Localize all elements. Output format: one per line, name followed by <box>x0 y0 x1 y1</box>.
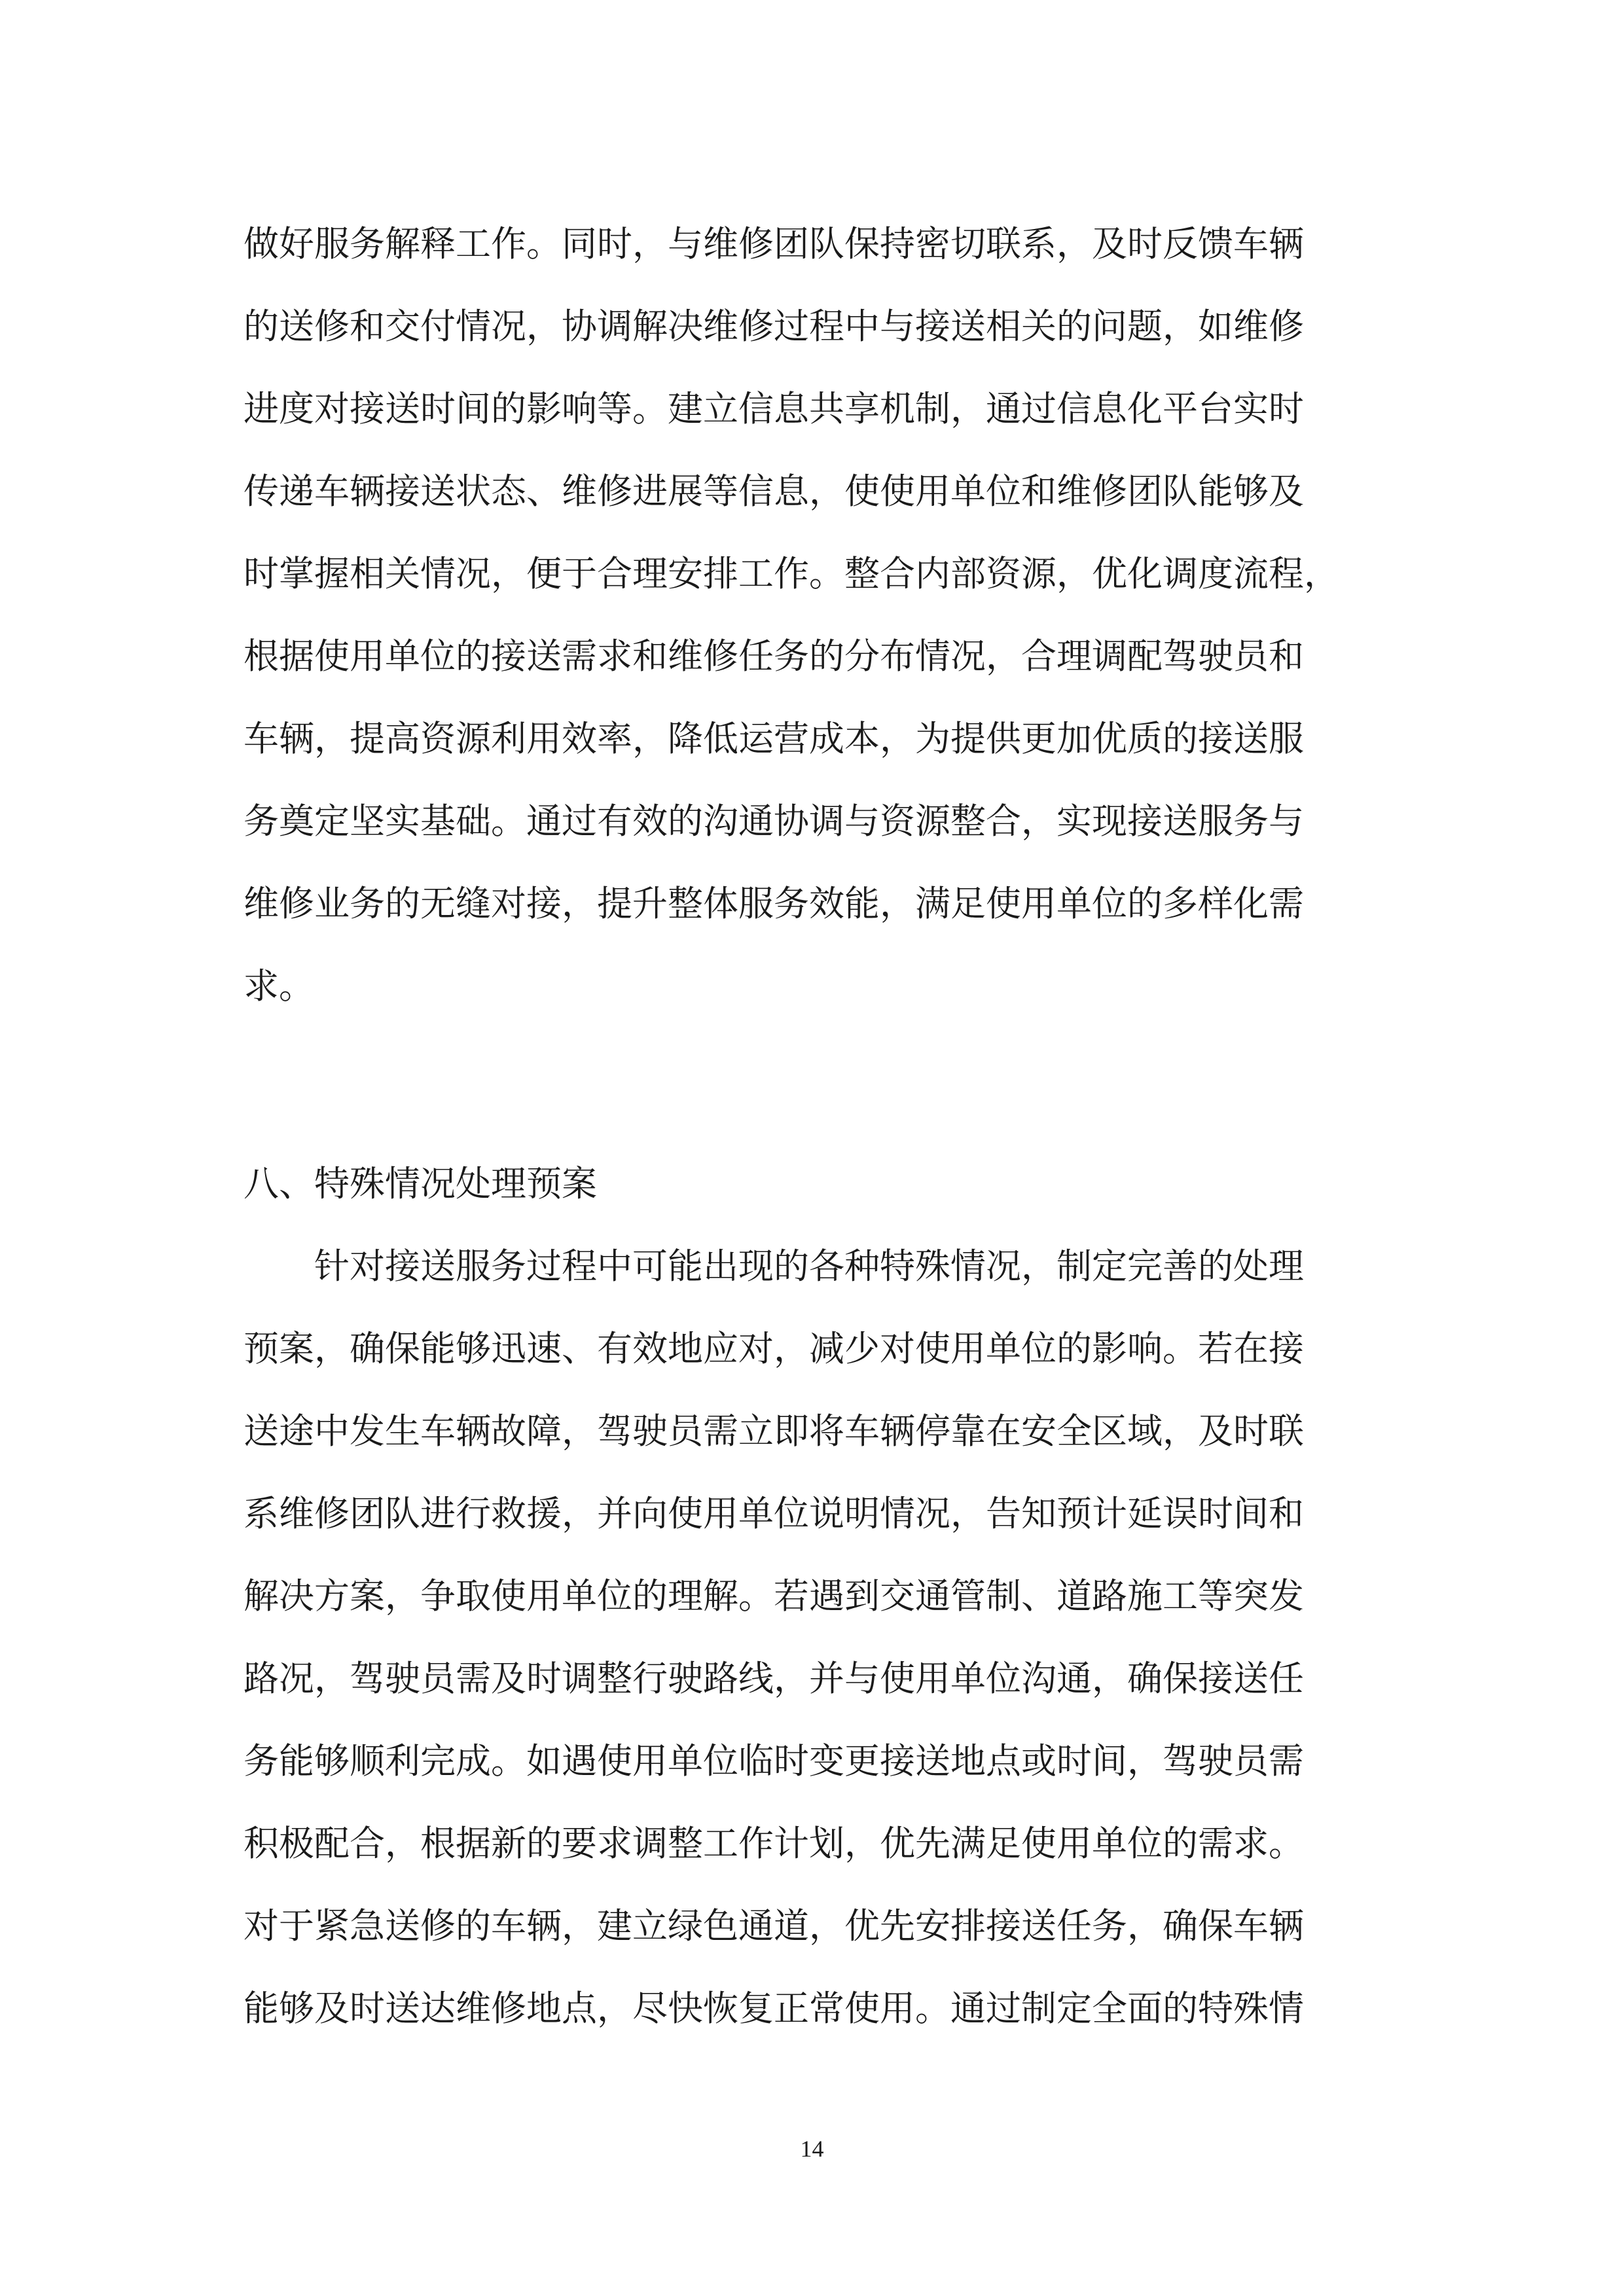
paragraph-line: 求。 <box>244 965 314 1007</box>
paragraph-line: 送途中发生车辆故障，驾驶员需立即将车辆停靠在安全区域，及时联 <box>244 1410 1304 1452</box>
paragraph-line: 对于紧急送修的车辆，建立绿色通道，优先安排接送任务，确保车辆 <box>244 1905 1304 1946</box>
paragraph-line: 系维修团队进行救援，并向使用单位说明情况，告知预计延误时间和 <box>244 1493 1304 1534</box>
paragraph-line: 的送修和交付情况，协调解决维修过程中与接送相关的问题，如维修 <box>244 306 1304 347</box>
paragraph-line: 务能够顺利完成。如遇使用单位临时变更接送地点或时间，驾驶员需 <box>244 1740 1304 1782</box>
paragraph-line: 积极配合，根据新的要求调整工作计划，优先满足使用单位的需求。 <box>244 1823 1304 1864</box>
paragraph-line: 能够及时送达维修地点，尽快恢复正常使用。通过制定全面的特殊情 <box>244 1988 1304 2029</box>
paragraph-line: 传递车辆接送状态、维修进展等信息，使使用单位和维修团队能够及 <box>244 471 1304 512</box>
paragraph-line: 解决方案，争取使用单位的理解。若遇到交通管制、道路施工等突发 <box>244 1575 1304 1617</box>
page-number: 14 <box>800 2136 824 2162</box>
paragraph-special-cases <box>244 1225 1389 2050</box>
paragraph-line: 根据使用单位的接送需求和维修任务的分布情况，合理调配驾驶员和 <box>244 636 1304 677</box>
paragraph-line: 车辆，提高资源利用效率，降低运营成本，为提供更加优质的接送服 <box>244 718 1304 759</box>
paragraph-line: 预案，确保能够迅速、有效地应对，减少对使用单位的影响。若在接 <box>244 1328 1304 1369</box>
paragraph-line: 维修业务的无缝对接，提升整体服务效能，满足使用单位的多样化需 <box>244 883 1304 924</box>
paragraph-continued <box>244 203 1389 1028</box>
section-heading: 八、特殊情况处理预案 <box>244 1163 597 1204</box>
paragraph-line: 路况，驾驶员需及时调整行驶路线，并与使用单位沟通，确保接送任 <box>244 1658 1304 1699</box>
paragraph-line: 务奠定坚实基础。通过有效的沟通协调与资源整合，实现接送服务与 <box>244 800 1304 842</box>
paragraph-line: 针对接送服务过程中可能出现的各种特殊情况，制定完善的处理 <box>314 1246 1304 1287</box>
paragraph-line: 时掌握相关情况，便于合理安排工作。整合内部资源，优化调度流程， <box>244 553 1339 594</box>
paragraph-line: 做好服务解释工作。同时，与维修团队保持密切联系，及时反馈车辆 <box>244 223 1304 264</box>
paragraph-line: 进度对接送时间的影响等。建立信息共享机制，通过信息化平台实时 <box>244 388 1304 429</box>
